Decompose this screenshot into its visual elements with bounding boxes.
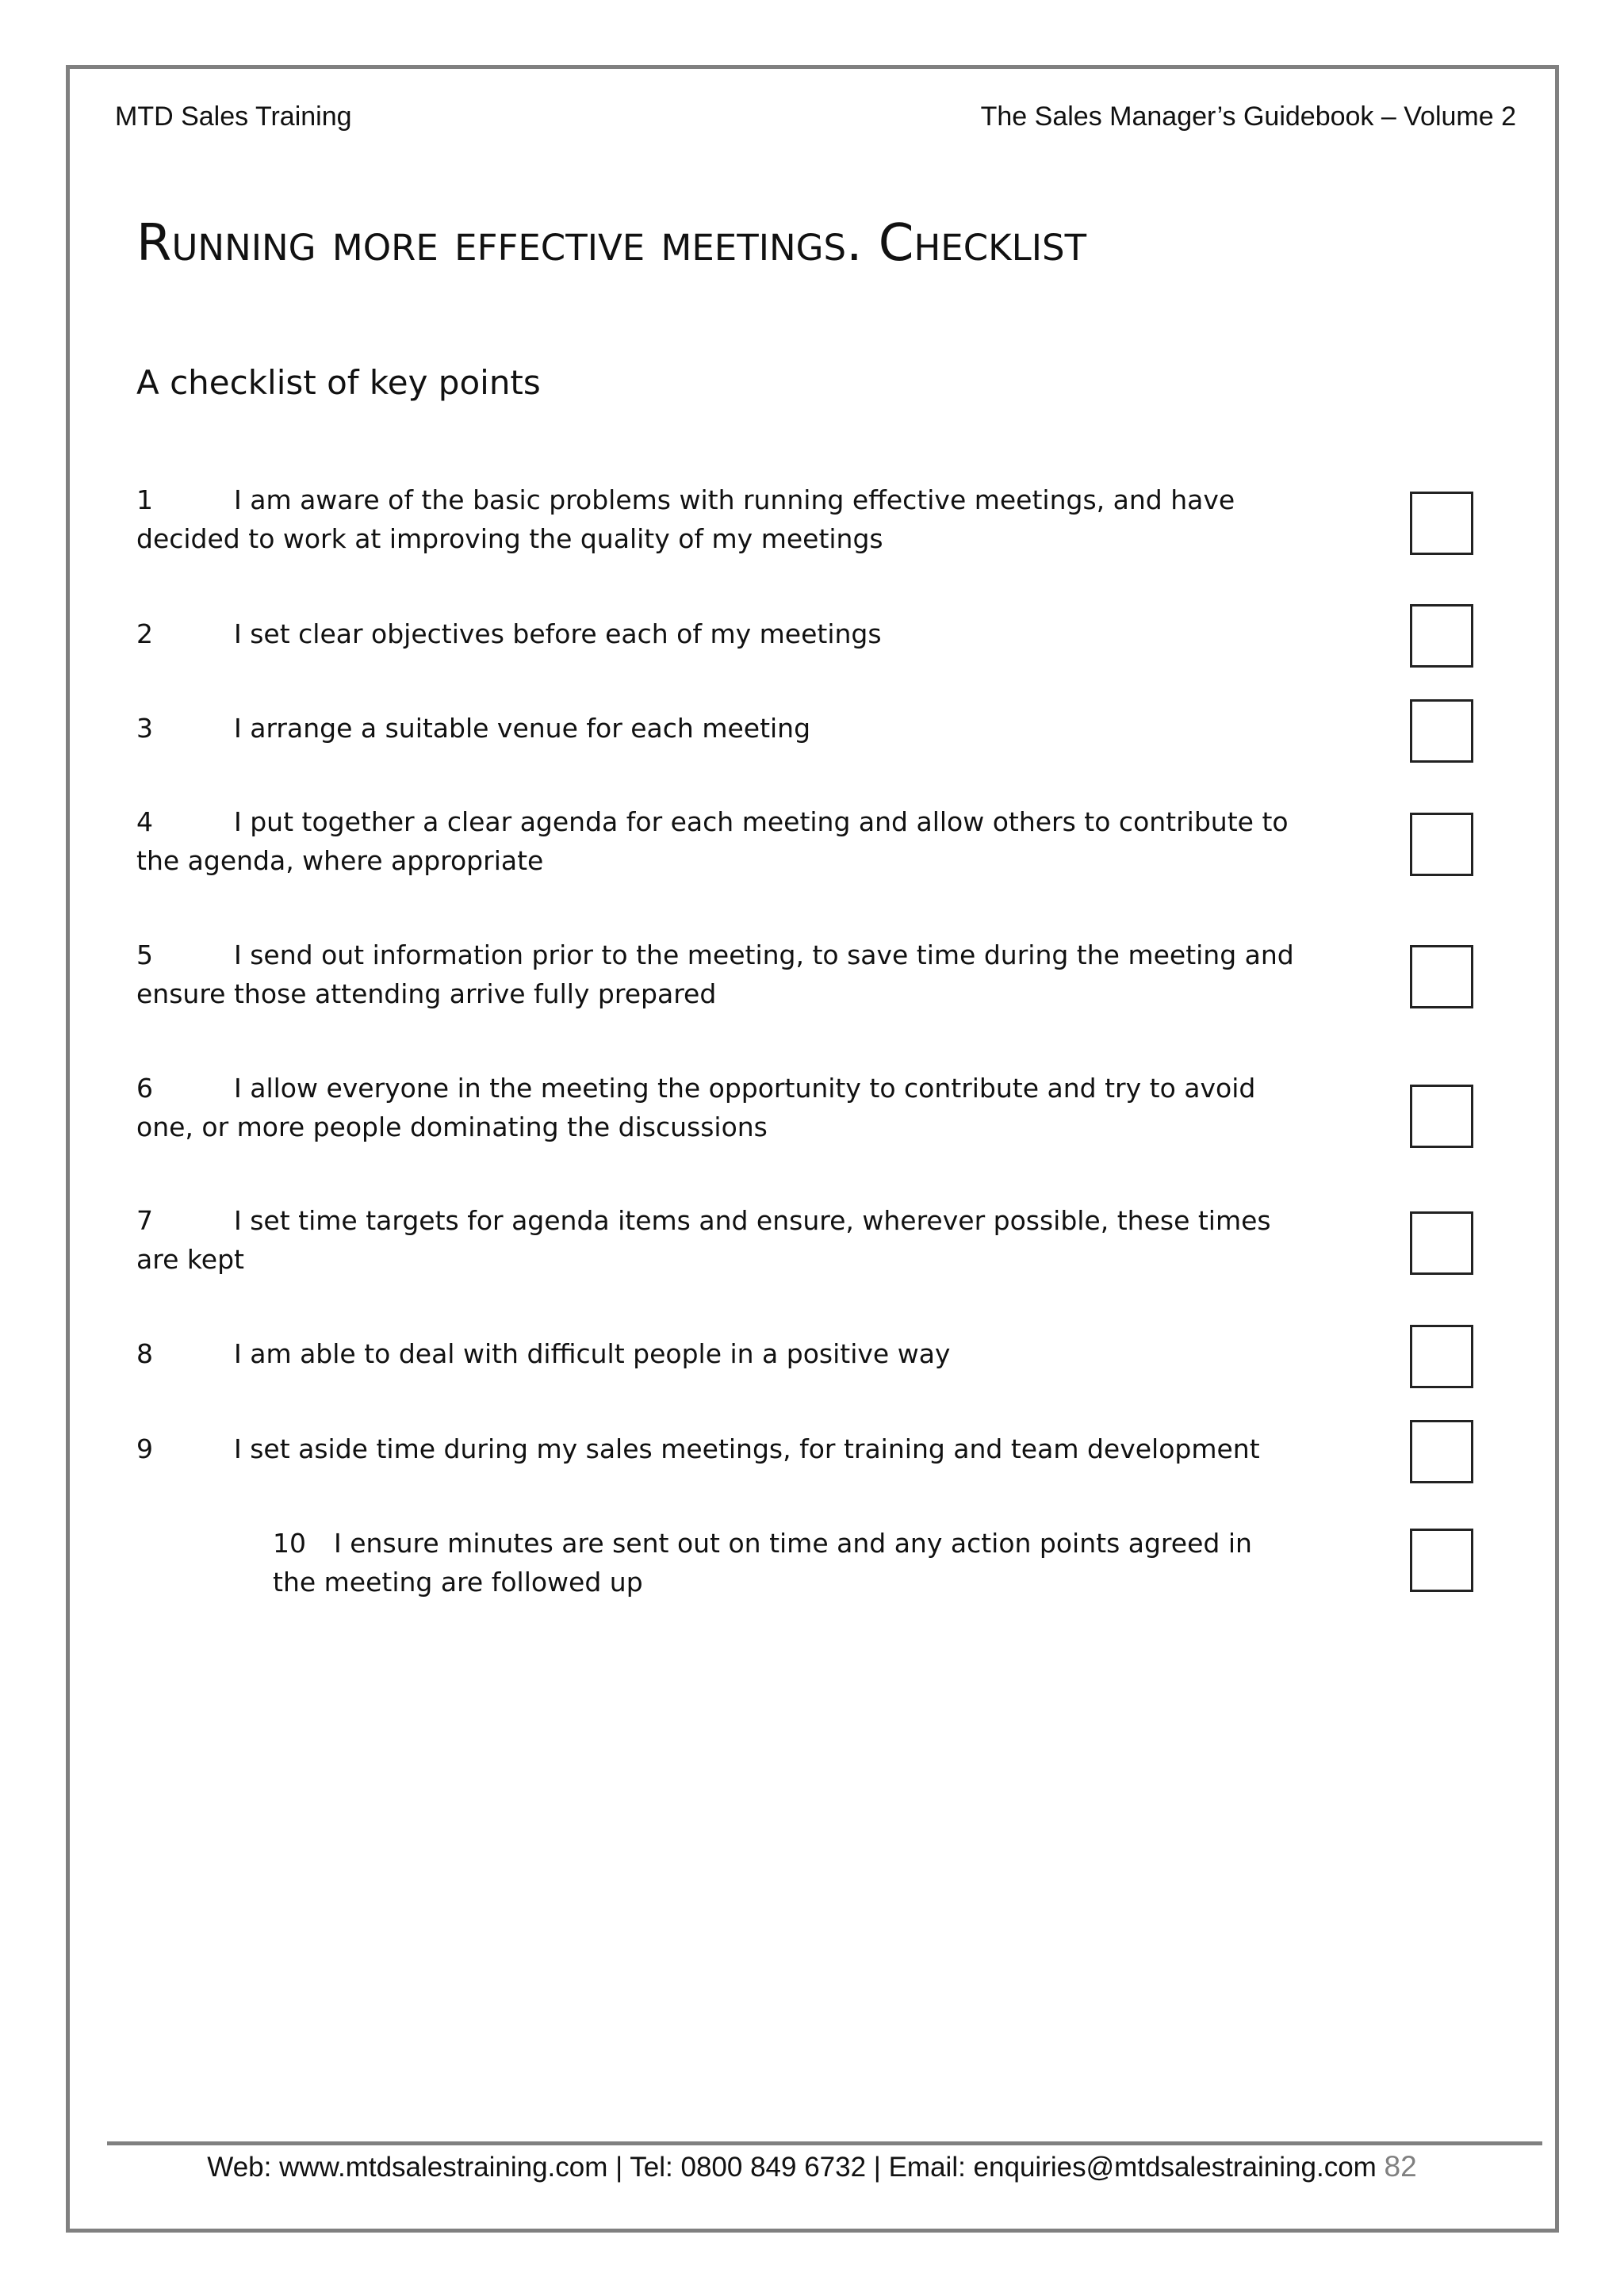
checkbox[interactable]: [1410, 1325, 1473, 1388]
item-number: 10: [273, 1528, 306, 1559]
checkbox[interactable]: [1410, 492, 1473, 555]
checklist-item: [136, 802, 1294, 880]
checkbox[interactable]: [1410, 1085, 1473, 1148]
page-number: 82: [1384, 2150, 1417, 2183]
item-number: 5: [136, 939, 153, 970]
checkbox[interactable]: [1410, 813, 1473, 876]
checkbox[interactable]: [1410, 604, 1473, 668]
checkbox[interactable]: [1410, 1529, 1473, 1592]
item-text: I am aware of the basic problems with running effective meetings, and have decided to work at improving the quality of my meetings: [136, 484, 1235, 554]
item-text: I put together a clear agenda for each meeting and allow others to contribute to the agenda, where appropriate: [136, 806, 1289, 876]
item-number: 6: [136, 1073, 153, 1104]
item-text: I arrange a suitable venue for each meeting: [234, 713, 811, 744]
page-title: Running more effective meetings. Checklist: [136, 214, 1087, 273]
checklist-item: [136, 480, 1294, 558]
checklist-item: [136, 1334, 1294, 1373]
item-number: 2: [136, 618, 153, 649]
checkbox[interactable]: [1410, 945, 1473, 1008]
item-text: I send out information prior to the meeting, to save time during the meeting and ensure those attending arrive fully prepared: [136, 939, 1294, 1009]
checklist-item: [273, 1524, 1296, 1601]
header-book-title: The Sales Manager’s Guidebook – Volume 2: [980, 101, 1516, 132]
checklist-item: [136, 614, 1294, 653]
header-publisher: MTD Sales Training: [115, 101, 352, 132]
checklist-item: [136, 709, 1294, 748]
item-text: I allow everyone in the meeting the opportunity to contribute and try to avoid one, or more people dominating the discussions: [136, 1073, 1256, 1142]
item-number: 4: [136, 806, 153, 837]
item-number: 1: [136, 484, 153, 515]
checkbox[interactable]: [1410, 1420, 1473, 1483]
checklist-item: [136, 1201, 1294, 1279]
item-text: I ensure minutes are sent out on time and any action points agreed in the meeting are followed up: [273, 1528, 1252, 1598]
checkbox[interactable]: [1410, 1211, 1473, 1275]
item-number: 8: [136, 1338, 153, 1369]
item-number: 9: [136, 1433, 153, 1464]
item-number: 7: [136, 1205, 153, 1236]
item-text: I set aside time during my sales meetings, for training and team development: [234, 1433, 1260, 1464]
checklist-item: [136, 1429, 1294, 1468]
checklist-item: [136, 1069, 1294, 1146]
item-text: I set time targets for agenda items and ensure, wherever possible, these times are kept: [136, 1205, 1271, 1275]
item-text: I am able to deal with difficult people in a positive way: [234, 1338, 951, 1369]
section-subtitle: A checklist of key points: [136, 363, 541, 402]
item-number: 3: [136, 713, 153, 744]
checklist-item: [136, 936, 1294, 1013]
checkbox[interactable]: [1410, 699, 1473, 763]
page-footer: [0, 2150, 1624, 2183]
footer-contact: Web: www.mtdsalestraining.com | Tel: 0800 849 6732 | Email: enquiries@mtdsalestraining.com: [207, 2152, 1377, 2183]
footer-divider: [107, 2141, 1542, 2145]
item-text: I set clear objectives before each of my meetings: [234, 618, 882, 649]
